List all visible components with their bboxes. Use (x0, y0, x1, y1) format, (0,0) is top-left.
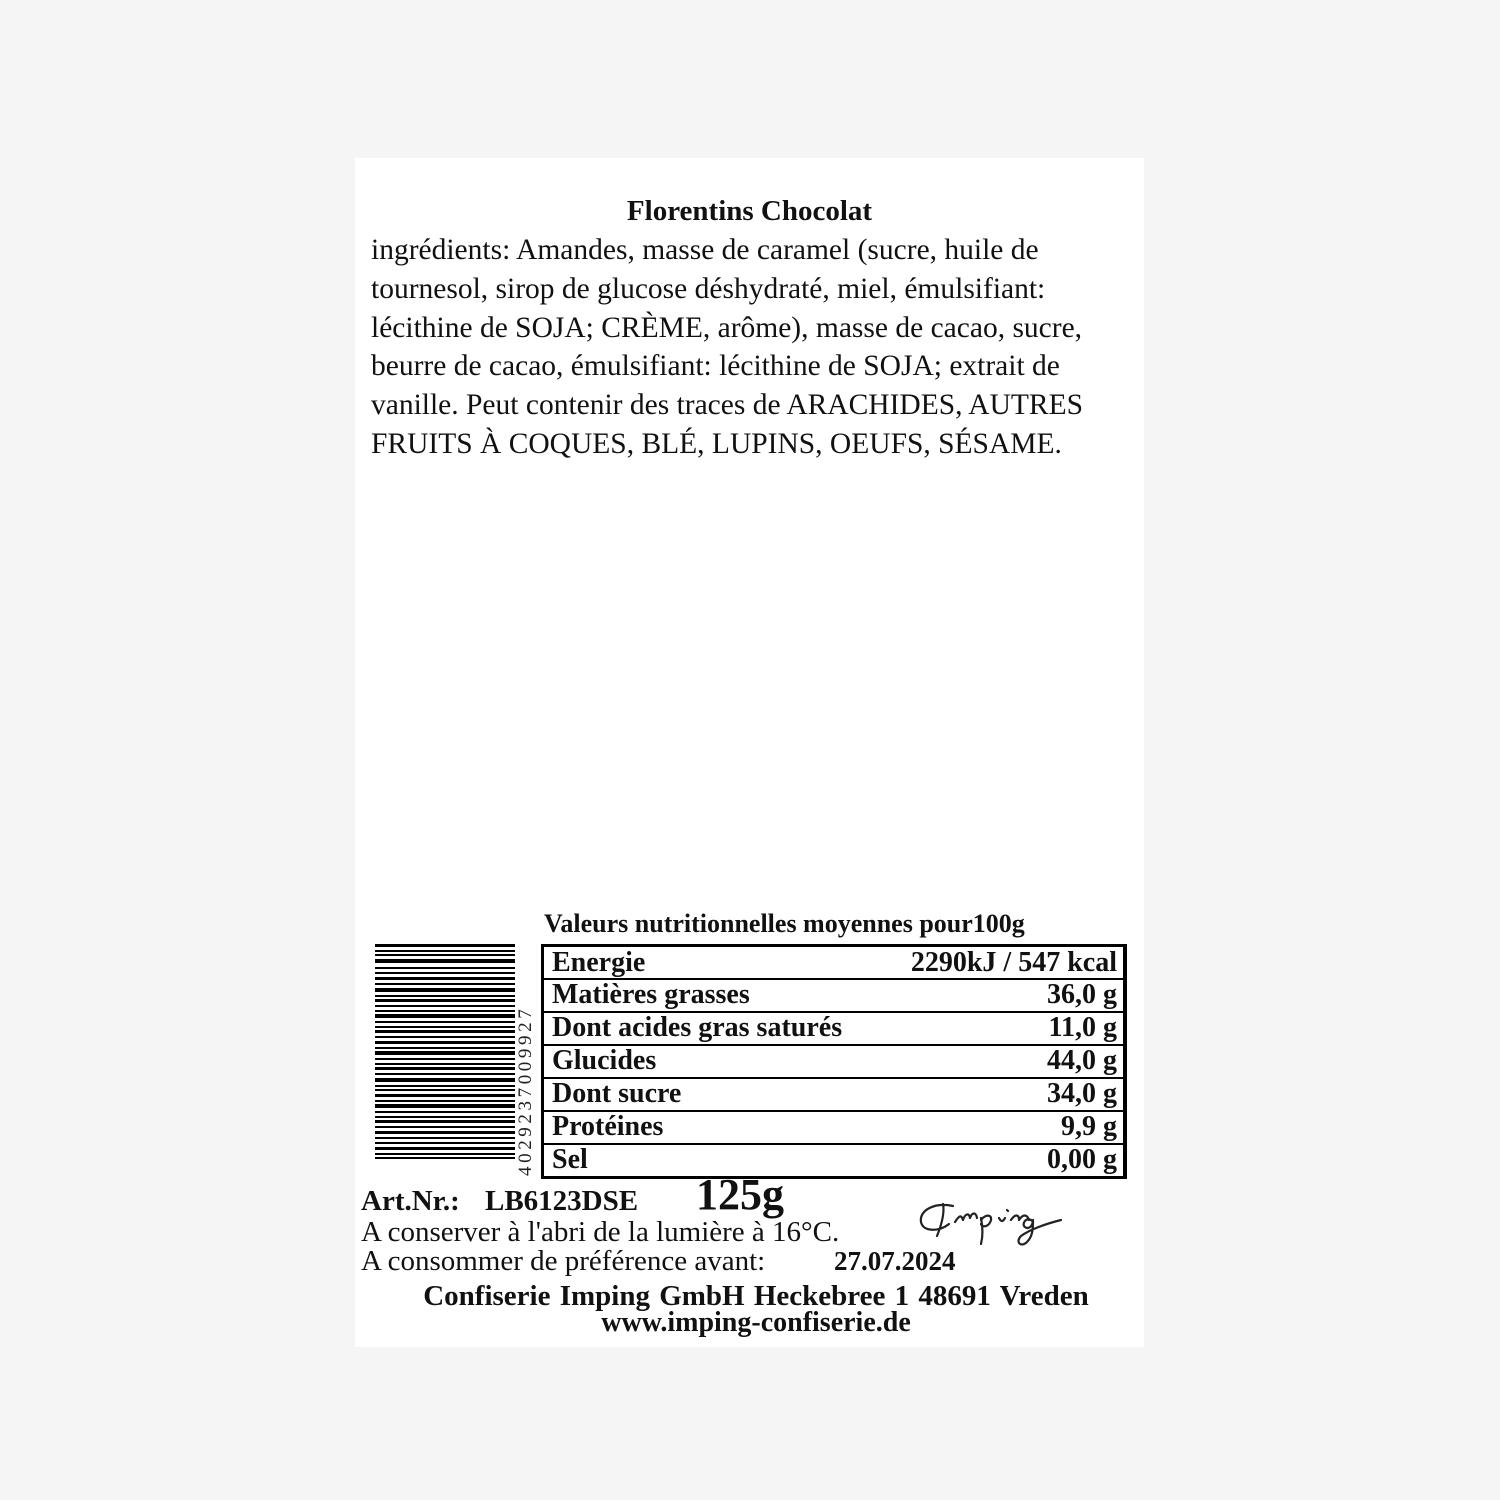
nutrient-value: 9,9 g (880, 1111, 1125, 1144)
nutrition-row (543, 1144, 1126, 1178)
best-before-label: A consommer de préférence avant: (361, 1245, 766, 1277)
ingredients-text: ingrédients: Amandes, masse de caramel (sucre, huile de tournesol, sirop de glucose déshydraté, miel, émulsifiant: lécithine de SOJA; CRÈME, arôme), masse de cacao, sucre, beurre de cacao, émulsifiant: lécithine de SOJA; extrait de vanille. Peut contenir des traces de ARACHIDES, AUTRES FRUITS À COQUES, BLÉ, LUPINS, OEUFS, SÉSAME. (371, 234, 1083, 460)
product-label (355, 158, 1144, 1347)
nutrient-name: Dont sucre (543, 1078, 881, 1111)
nutrition-row (543, 1045, 1126, 1078)
article-number: LB6123DSE (485, 1185, 639, 1217)
product-title: Florentins Chocolat (626, 195, 873, 227)
manufacturer-address: Confiserie Imping GmbH Heckebree 1 48691 Vreden (423, 1280, 1089, 1312)
article-number-label: Art.Nr.: (361, 1185, 460, 1217)
barcode-number (513, 948, 539, 1178)
nutrition-row (543, 946, 1126, 980)
nutrient-value: 34,0 g (880, 1078, 1125, 1111)
nutrient-name: Glucides (543, 1045, 881, 1078)
nutrient-value: 44,0 g (880, 1045, 1125, 1078)
nutrient-value: 11,0 g (880, 1012, 1125, 1045)
label-footer (361, 1170, 1141, 1338)
storage-instructions: A conserver à l'abri de la lumière à 16°C. (361, 1216, 840, 1248)
website-url: www.imping-confiserie.de (601, 1307, 911, 1338)
nutrition-row (543, 1012, 1126, 1045)
nutrition-row (543, 979, 1126, 1012)
best-before-date: 27.07.2024 (834, 1246, 956, 1276)
nutrient-value: 0,00 g (880, 1144, 1125, 1178)
nutrient-name: Energie (552, 946, 646, 978)
barcode (375, 944, 515, 1159)
net-weight: 125g (696, 1170, 784, 1219)
nutrition-row (543, 1111, 1126, 1144)
nutrition-heading: Valeurs nutritionnelles moyennes pour100g (544, 909, 1025, 938)
nutrient-value: 2290kJ / 547 kcal (910, 946, 1117, 978)
svg-text:4029237009927: 4029237009927 (515, 1005, 536, 1176)
nutrient-name: Protéines (543, 1111, 881, 1144)
nutrient-value: 36,0 g (880, 979, 1125, 1012)
nutrition-table (541, 944, 1127, 1179)
nutrient-name: Matières grasses (543, 979, 881, 1012)
nutrient-name: Sel (543, 1144, 881, 1178)
nutrition-row (543, 1078, 1126, 1111)
nutrient-name: Dont acides gras saturés (543, 1012, 881, 1045)
